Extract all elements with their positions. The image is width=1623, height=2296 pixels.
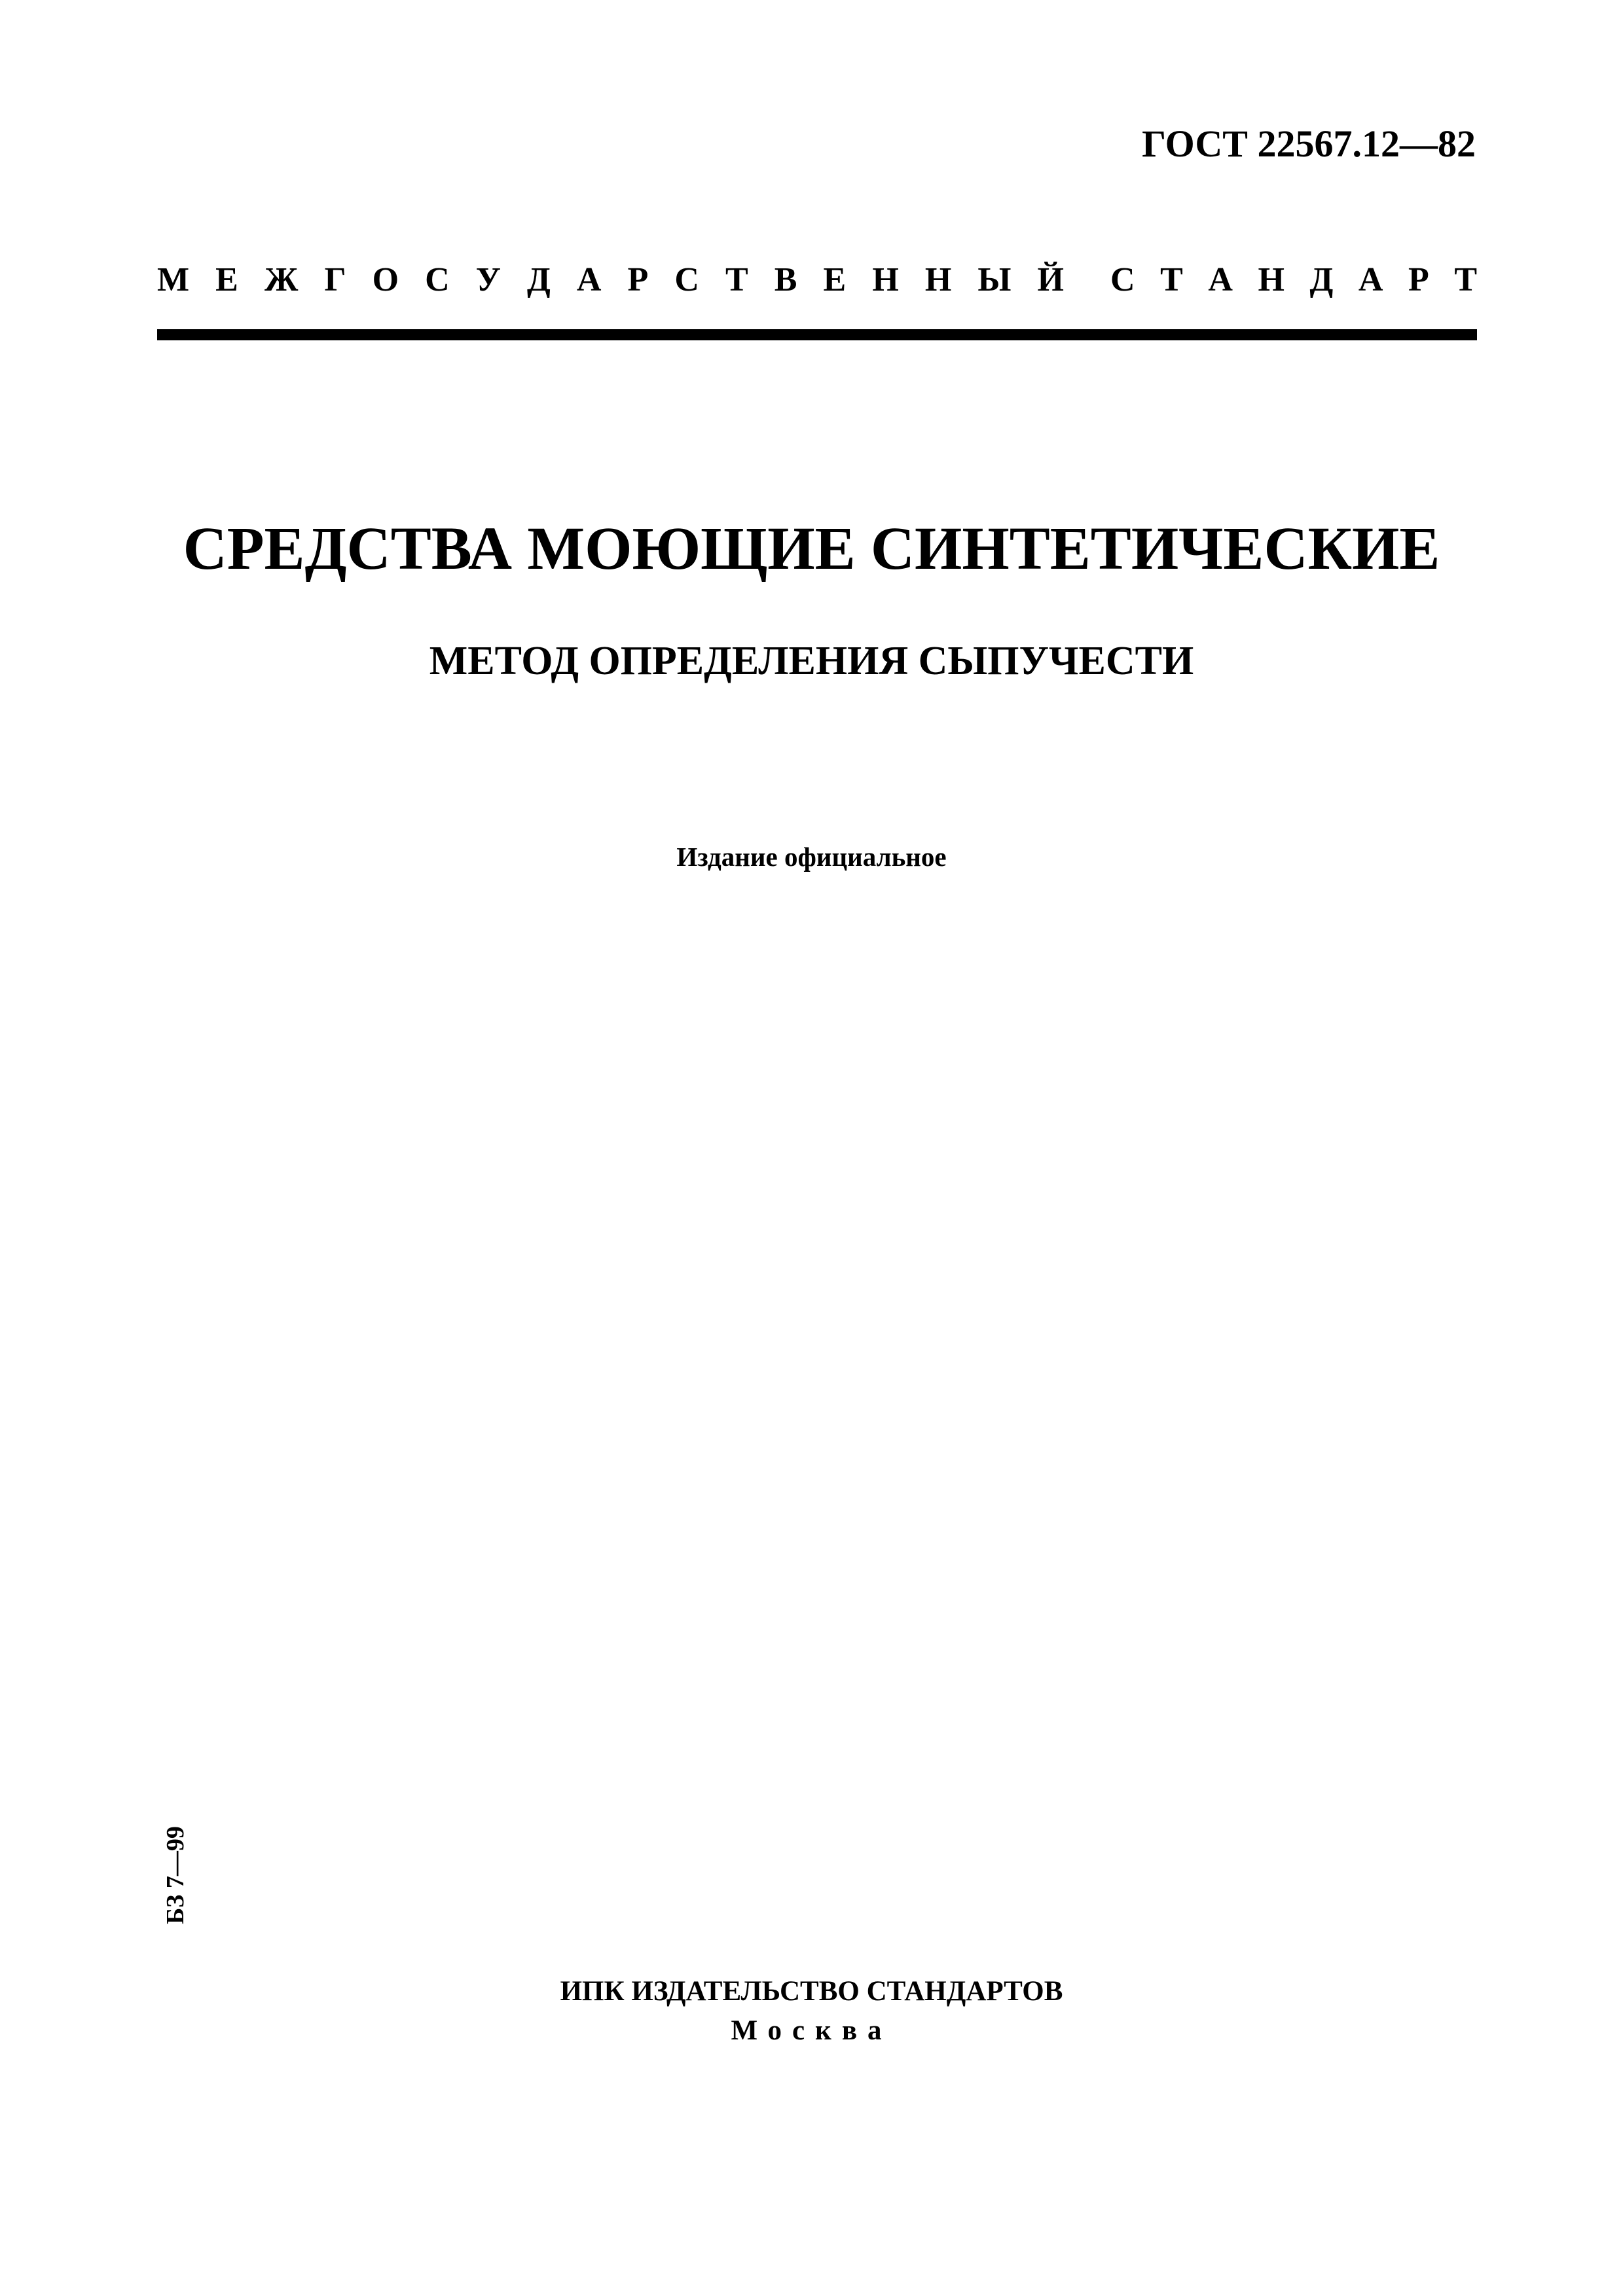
heading-letter: Т xyxy=(1160,261,1183,298)
heading-letter: А xyxy=(1358,261,1383,298)
heading-letter: Н xyxy=(924,261,952,298)
document-subtitle: МЕТОД ОПРЕДЕЛЕНИЯ СЫПУЧЕСТИ xyxy=(429,639,1194,683)
standard-type-heading xyxy=(157,260,1477,299)
heading-letter: С xyxy=(674,261,699,298)
heading-letter: А xyxy=(576,261,602,298)
heading-letter: Р xyxy=(627,261,649,298)
heading-letter: О xyxy=(372,261,399,298)
heading-letter: Д xyxy=(527,261,551,298)
heading-letter: Е xyxy=(823,261,847,298)
heading-letter: Д xyxy=(1309,261,1334,298)
heading-letter: С xyxy=(425,261,450,298)
heading-letter: С xyxy=(1110,261,1135,298)
heading-letter: М xyxy=(157,261,190,298)
heading-letter: У xyxy=(475,261,501,298)
heading-letter: Г xyxy=(324,261,346,298)
side-catalog-code: БЗ 7—99 xyxy=(162,1826,189,1924)
heading-letter: Ж xyxy=(264,261,299,298)
publisher-name: ИПК ИЗДАТЕЛЬСТВО СТАНДАРТОВ xyxy=(560,1976,1063,2007)
heading-letter: В xyxy=(774,261,797,298)
heading-letter: Е xyxy=(215,261,238,298)
heading-letter: Н xyxy=(1258,261,1285,298)
heading-letter: Р xyxy=(1408,261,1429,298)
heading-letter: Ы xyxy=(977,261,1012,298)
heading-letter: Т xyxy=(725,261,748,298)
edition-note: Издание официальное xyxy=(676,842,947,872)
heading-letter: А xyxy=(1208,261,1233,298)
standard-type-word-standard xyxy=(1110,260,1477,299)
document-title: СРЕДСТВА МОЮЩИЕ СИНТЕТИЧЕСКИЕ xyxy=(183,515,1440,583)
standard-type-word-interstate xyxy=(157,260,1064,299)
header-divider-rule xyxy=(157,329,1477,340)
document-number: ГОСТ 22567.12—82 xyxy=(1142,122,1476,165)
heading-letter: Т xyxy=(1454,261,1477,298)
publisher-city: Москва xyxy=(731,2015,892,2046)
heading-letter: Н xyxy=(872,261,899,298)
heading-letter: Й xyxy=(1037,261,1064,298)
